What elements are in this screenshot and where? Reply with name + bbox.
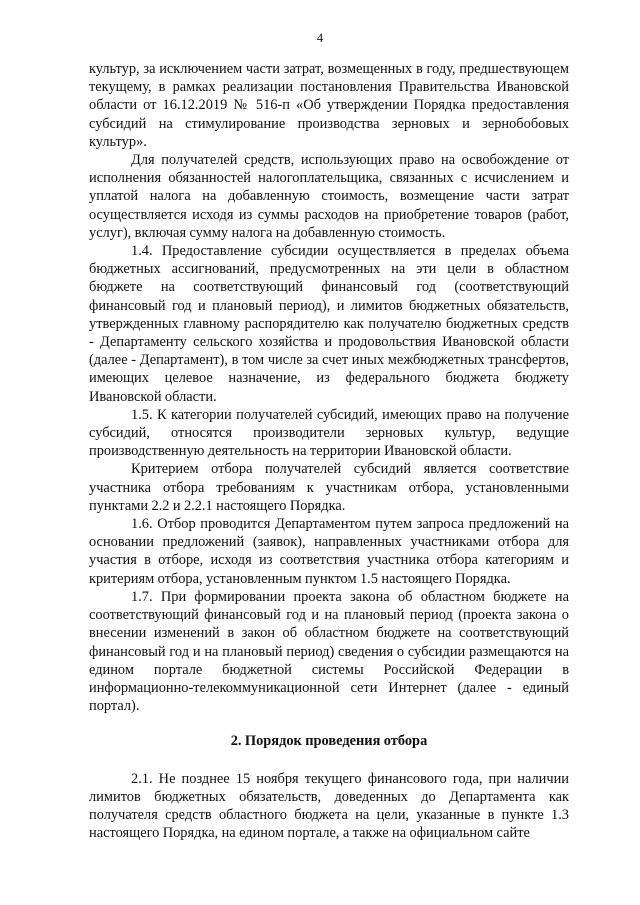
section-heading: 2. Порядок проведения отбора [230, 733, 428, 750]
paragraph-1-6: 1.6. Отбор проводится Департаментом путем запроса предложений на основании предложений (заявок), направленных участниками отбора для участия в отборе, исходя из соответствия участника отбора категориям и критериям отбора, установленным пунктом 1.5 настоящего Порядка. [89, 516, 569, 587]
page-number: 4 [316, 31, 324, 45]
paragraph-1-4: 1.4. Предоставление субсидии осуществляется в пределах объема бюджетных ассигнований, предусмотренных на эти цели в областном бюджете на соответствующий финансовый год (соответствующий финансовый год и плановый период), и лимитов бюджетных обязательств, утвержденных главному распорядителю как получателю бюджетных средств - Департаменту сельского хозяйства и продовольствия Ивановской области (далее - Департамент), в том числе за счет иных межбюджетных трансфертов, имеющих целевое назначение, из федерального бюджета бюджету Ивановской области. [89, 243, 569, 405]
paragraph-continuation: культур, за исключением части затрат, возмещенных в году, предшествующем текущему, в рамках реализации постановления Правительства Ивановской области от 16.12.2019 № 516-п «Об утверждении Порядка предоставления субсидий на стимулирование производства зерновых и зернобобовых культур». [89, 61, 569, 150]
paragraph-1-7: 1.7. При формировании проекта закона об областном бюджете на соответствующий финансовый год и на плановый период (проекта закона о внесении изменений в закон об областном бюджете на соответствующий финансовый год и на плановый период) сведения о субсидии размещаются на едином портале бюджетной системы Российской Федерации в информационно-телекоммуникационной сети Интернет (далее - единый портал). [89, 588, 569, 715]
paragraph-vat-exemption: Для получателей средств, использующих право на освобождение от исполнения обязанностей налогоплательщика, связанных с исчислением и уплатой налога на добавленную стоимость, возмещение части затрат осуществляется исходя из суммы расходов на приобретение товаров (работ, услуг), включая сумму налога на добавленную стоимость. [89, 152, 569, 241]
paragraph-selection-criterion: Критерием отбора получателей субсидий является соответствие участника отбора требованиям к участникам отбора, установленными пунктами 2.2 и 2.2.1 настоящего Порядка. [89, 461, 569, 514]
paragraph-2-1: 2.1. Не позднее 15 ноября текущего финансового года, при наличии лимитов бюджетных обязательств, доведенных до Департамента как получателя средств областного бюджета на цели, указанные в пункте 1.3 настоящего Порядка, на едином портале, а также на официальном сайте [89, 770, 569, 842]
document-body [89, 60, 569, 842]
paragraph-1-5: 1.5. К категории получателей субсидий, имеющих право на получение субсидий, относятся производители зерновых культур, ведущие производственную деятельность на территории Ивановской области. [89, 406, 569, 460]
